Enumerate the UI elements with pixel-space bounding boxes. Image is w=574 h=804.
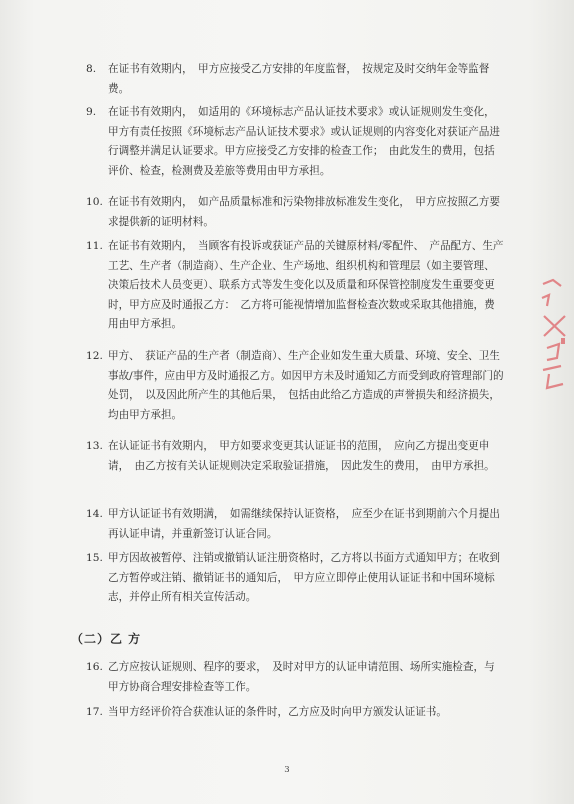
- clause-10: [86, 193, 504, 232]
- clause-12: [86, 347, 504, 425]
- seal-stamp-fragment: [539, 278, 574, 393]
- clause-text: 甲方、 获证产品的生产者（制造商）、生产企业如发生重大质量、环境、安全、卫生事故/事件，应由甲方及时通报乙方。如因甲方未及时通知乙方而受到政府管理部门的处罚， 以及因此所产生的其他后果， 包括由此给乙方造成的声誉损失和经济损失，均由甲方承担。: [108, 350, 504, 421]
- clause-number: 12.: [86, 350, 103, 362]
- clause-text: 甲方认证证书有效期满， 如需继续保持认证资格， 应至少在证书到期前六个月提出再认证申请，并重新签订认证合同。: [108, 508, 500, 540]
- clause-text: 甲方因故被暂停、注销或撤销认证注册资格时，乙方将以书面方式通知甲方；在收到乙方暂停或注销、撤销证书的通知后， 甲方应立即停止使用认证证书和中国环境标志，并停止所有相关宣传活动。: [108, 552, 500, 604]
- clause-number: 17.: [86, 706, 103, 718]
- clause-13: [86, 437, 504, 476]
- clause-9: [86, 103, 504, 181]
- clause-text: 乙方应按认证规则、程序的要求， 及时对甲方的认证申请范围、场所实施检查，与甲方协商合理安排检查等工作。: [108, 661, 495, 693]
- clause-16: [86, 658, 504, 697]
- clause-number: 9.: [86, 106, 97, 118]
- clause-number: 13.: [86, 440, 103, 452]
- clause-number: 11.: [86, 240, 103, 252]
- clause-number: 10.: [86, 196, 103, 208]
- clause-number: 15.: [86, 552, 103, 564]
- clause-15: [86, 549, 504, 608]
- clause-14: [86, 505, 504, 544]
- clause-text: 当甲方经评价符合获准认证的条件时，乙方应及时向甲方颁发认证证书。: [108, 706, 447, 718]
- clause-8: [86, 60, 504, 99]
- clause-11: [86, 237, 504, 335]
- section-heading: （二）乙 方: [71, 632, 142, 646]
- clause-17: [86, 703, 504, 723]
- clause-text: 在证书有效期内， 当顾客有投诉或获证产品的关键原材料/零配件、 产品配方、生产工艺、生产者（制造商）、生产企业、生产场地、组织机构和管理层（如主要管理、决策后技术人员变更）、联系方式等发生变化以及质量和环保管控制度发生重要变更时，甲方应及时通报乙方： 乙方将可能视情增加监督检查次数或采取其他措施，费用由甲方承担。: [108, 240, 504, 331]
- clause-number: 14.: [86, 508, 103, 520]
- clause-number: 8.: [86, 63, 97, 75]
- page-number: 3: [284, 765, 290, 775]
- clause-text: 在证书有效期内， 如产品质量标准和污染物排放标准发生变化， 甲方应按照乙方要求提供新的证明材料。: [108, 196, 500, 228]
- clause-text: 在证书有效期内， 甲方应接受乙方安排的年度监督， 按规定及时交纳年金等监督费。: [108, 63, 490, 95]
- clause-number: 16.: [86, 661, 103, 673]
- clause-text: 在认证证书有效期内， 甲方如要求变更其认证证书的范围， 应向乙方提出变更申请， 由乙方按有关认证规则决定采取验证措施， 因此发生的费用， 由甲方承担。: [108, 440, 495, 472]
- clause-text: 在证书有效期内， 如适用的《环境标志产品认证技术要求》或认证规则发生变化， 甲方有责任按照《环境标志产品认证技术要求》或认证规则的内容变化对获证产品进行调整并满足认证要求。甲方应接受乙方安排的检查工作； 由此发生的费用，包括评价、检查，检测费及差旅等费用由甲方承担。: [108, 106, 500, 177]
